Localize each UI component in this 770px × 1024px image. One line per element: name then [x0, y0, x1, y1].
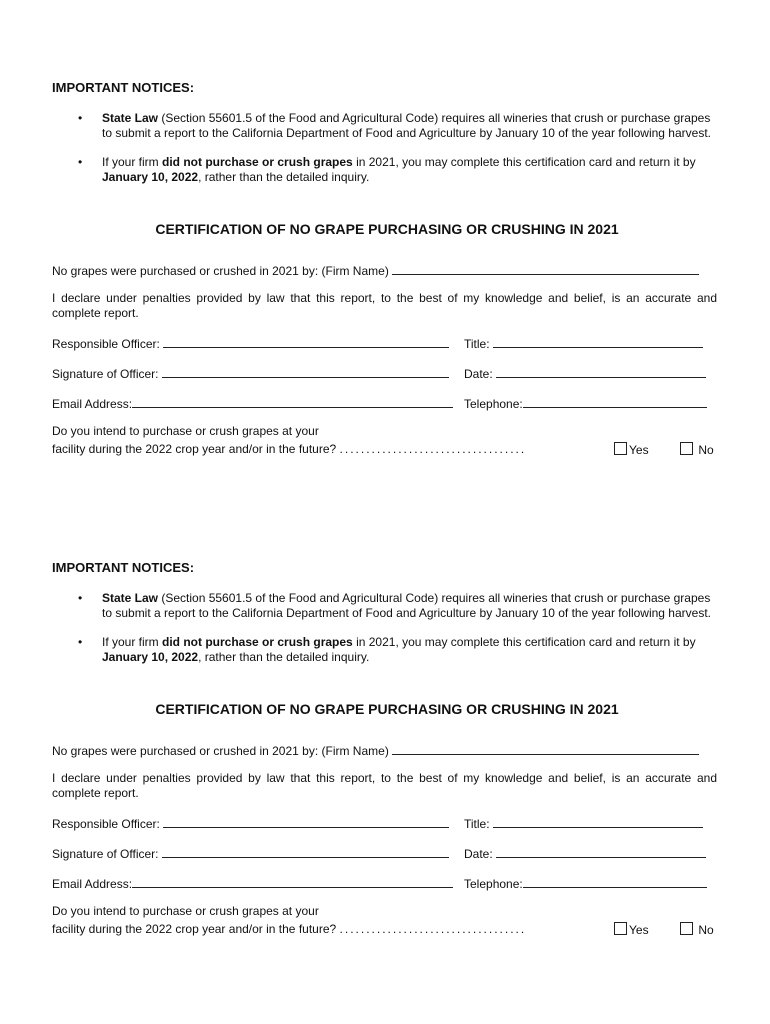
notices-list	[52, 111, 722, 185]
leader-dots: ...................................	[339, 922, 527, 936]
yes-option[interactable]	[614, 922, 649, 938]
telephone-label: Telephone:	[464, 877, 523, 891]
firm-name-label: No grapes were purchased or crushed in 2021 by: (Firm Name)	[52, 264, 389, 278]
notice-bold-text: State Law	[102, 591, 159, 605]
signature-label: Signature of Officer:	[52, 847, 159, 861]
date-label: Date:	[464, 367, 493, 381]
certification-title: CERTIFICATION OF NO GRAPE PURCHASING OR CRUSHING IN 2021	[155, 701, 619, 717]
notice-bold-text: did not purchase or crush grapes	[162, 155, 353, 169]
email-label: Email Address:	[52, 877, 133, 891]
responsible-officer-field[interactable]	[163, 816, 449, 828]
yes-checkbox[interactable]	[614, 922, 627, 935]
bullet-icon: •	[78, 635, 83, 649]
question-row	[52, 442, 722, 457]
bullet-icon: •	[78, 591, 83, 605]
date-label: Date:	[464, 847, 493, 861]
firm-name-field[interactable]	[392, 743, 699, 755]
notice-text: (Section 55601.5 of the Food and Agricultural Code) requires all wineries that crush or purchase grapes to submit a report to the California Department of Food and Agriculture by January 10 of the year following harvest.	[102, 111, 711, 140]
declaration-text: I declare under penalties provided by law that this report, to the best of my knowledge and belief, is an accurate and complete report.	[52, 771, 717, 800]
title-field[interactable]	[493, 816, 703, 828]
no-checkbox[interactable]	[680, 922, 693, 935]
responsible-officer-label: Responsible Officer:	[52, 817, 160, 831]
signature-field[interactable]	[162, 366, 449, 378]
title-label: Title:	[464, 817, 490, 831]
firm-name-row	[52, 263, 722, 278]
question-line-2: facility during the 2022 crop year and/or in the future?	[52, 442, 337, 456]
notice-text: in 2021, you may complete this certification card and return it by	[352, 635, 696, 649]
email-field[interactable]	[132, 876, 453, 888]
notices-heading: IMPORTANT NOTICES:	[52, 80, 195, 95]
title-field[interactable]	[493, 336, 703, 348]
title-label: Title:	[464, 337, 490, 351]
yes-label: Yes	[629, 443, 649, 457]
notice-deadline: January 10, 2022	[102, 170, 199, 184]
notice-item-state-law	[52, 591, 722, 621]
notice-item-no-purchase	[52, 155, 722, 185]
signature-row	[52, 846, 722, 861]
email-row	[52, 396, 722, 411]
notices-list	[52, 591, 722, 665]
bullet-icon: •	[78, 155, 83, 169]
signature-field[interactable]	[162, 846, 449, 858]
email-row	[52, 876, 722, 891]
telephone-field[interactable]	[523, 876, 707, 888]
form-section-1	[52, 80, 722, 457]
firm-name-field[interactable]	[392, 263, 699, 275]
notice-bold-text: State Law	[102, 111, 159, 125]
signature-label: Signature of Officer:	[52, 367, 159, 381]
signature-row	[52, 366, 722, 381]
form-section-2	[52, 560, 722, 937]
notice-text: (Section 55601.5 of the Food and Agricultural Code) requires all wineries that crush or purchase grapes to submit a report to the California Department of Food and Agriculture by January 10 of the year following harvest.	[102, 591, 711, 620]
notice-item-state-law	[52, 111, 722, 141]
no-label: No	[698, 923, 714, 937]
date-field[interactable]	[496, 366, 706, 378]
responsible-officer-label: Responsible Officer:	[52, 337, 160, 351]
email-field[interactable]	[132, 396, 453, 408]
notices-heading: IMPORTANT NOTICES:	[52, 560, 195, 575]
notice-item-no-purchase	[52, 635, 722, 665]
declaration-text: I declare under penalties provided by law that this report, to the best of my knowledge and belief, is an accurate and complete report.	[52, 291, 717, 320]
telephone-field[interactable]	[523, 396, 707, 408]
responsible-officer-field[interactable]	[163, 336, 449, 348]
officer-row	[52, 816, 722, 831]
notice-text: , rather than the detailed inquiry.	[198, 170, 370, 184]
no-option[interactable]	[680, 442, 714, 458]
notice-bold-text: did not purchase or crush grapes	[162, 635, 353, 649]
question-row	[52, 922, 722, 937]
no-option[interactable]	[680, 922, 714, 938]
question-line-1: Do you intend to purchase or crush grapes at your	[52, 424, 319, 438]
firm-name-row	[52, 743, 722, 758]
notice-text: in 2021, you may complete this certification card and return it by	[352, 155, 696, 169]
firm-name-label: No grapes were purchased or crushed in 2021 by: (Firm Name)	[52, 744, 389, 758]
yes-option[interactable]	[614, 442, 649, 458]
question-line-1: Do you intend to purchase or crush grapes at your	[52, 904, 319, 918]
question-line-2: facility during the 2022 crop year and/or in the future?	[52, 922, 337, 936]
bullet-icon: •	[78, 111, 83, 125]
yes-checkbox[interactable]	[614, 442, 627, 455]
no-label: No	[698, 443, 714, 457]
notice-deadline: January 10, 2022	[102, 650, 199, 664]
email-label: Email Address:	[52, 397, 133, 411]
notice-text: If your firm	[102, 155, 163, 169]
leader-dots: ...................................	[339, 442, 527, 456]
certification-title: CERTIFICATION OF NO GRAPE PURCHASING OR CRUSHING IN 2021	[155, 221, 619, 237]
officer-row	[52, 336, 722, 351]
yes-label: Yes	[629, 923, 649, 937]
telephone-label: Telephone:	[464, 397, 523, 411]
notice-text: , rather than the detailed inquiry.	[198, 650, 370, 664]
date-field[interactable]	[496, 846, 706, 858]
no-checkbox[interactable]	[680, 442, 693, 455]
notice-text: If your firm	[102, 635, 163, 649]
